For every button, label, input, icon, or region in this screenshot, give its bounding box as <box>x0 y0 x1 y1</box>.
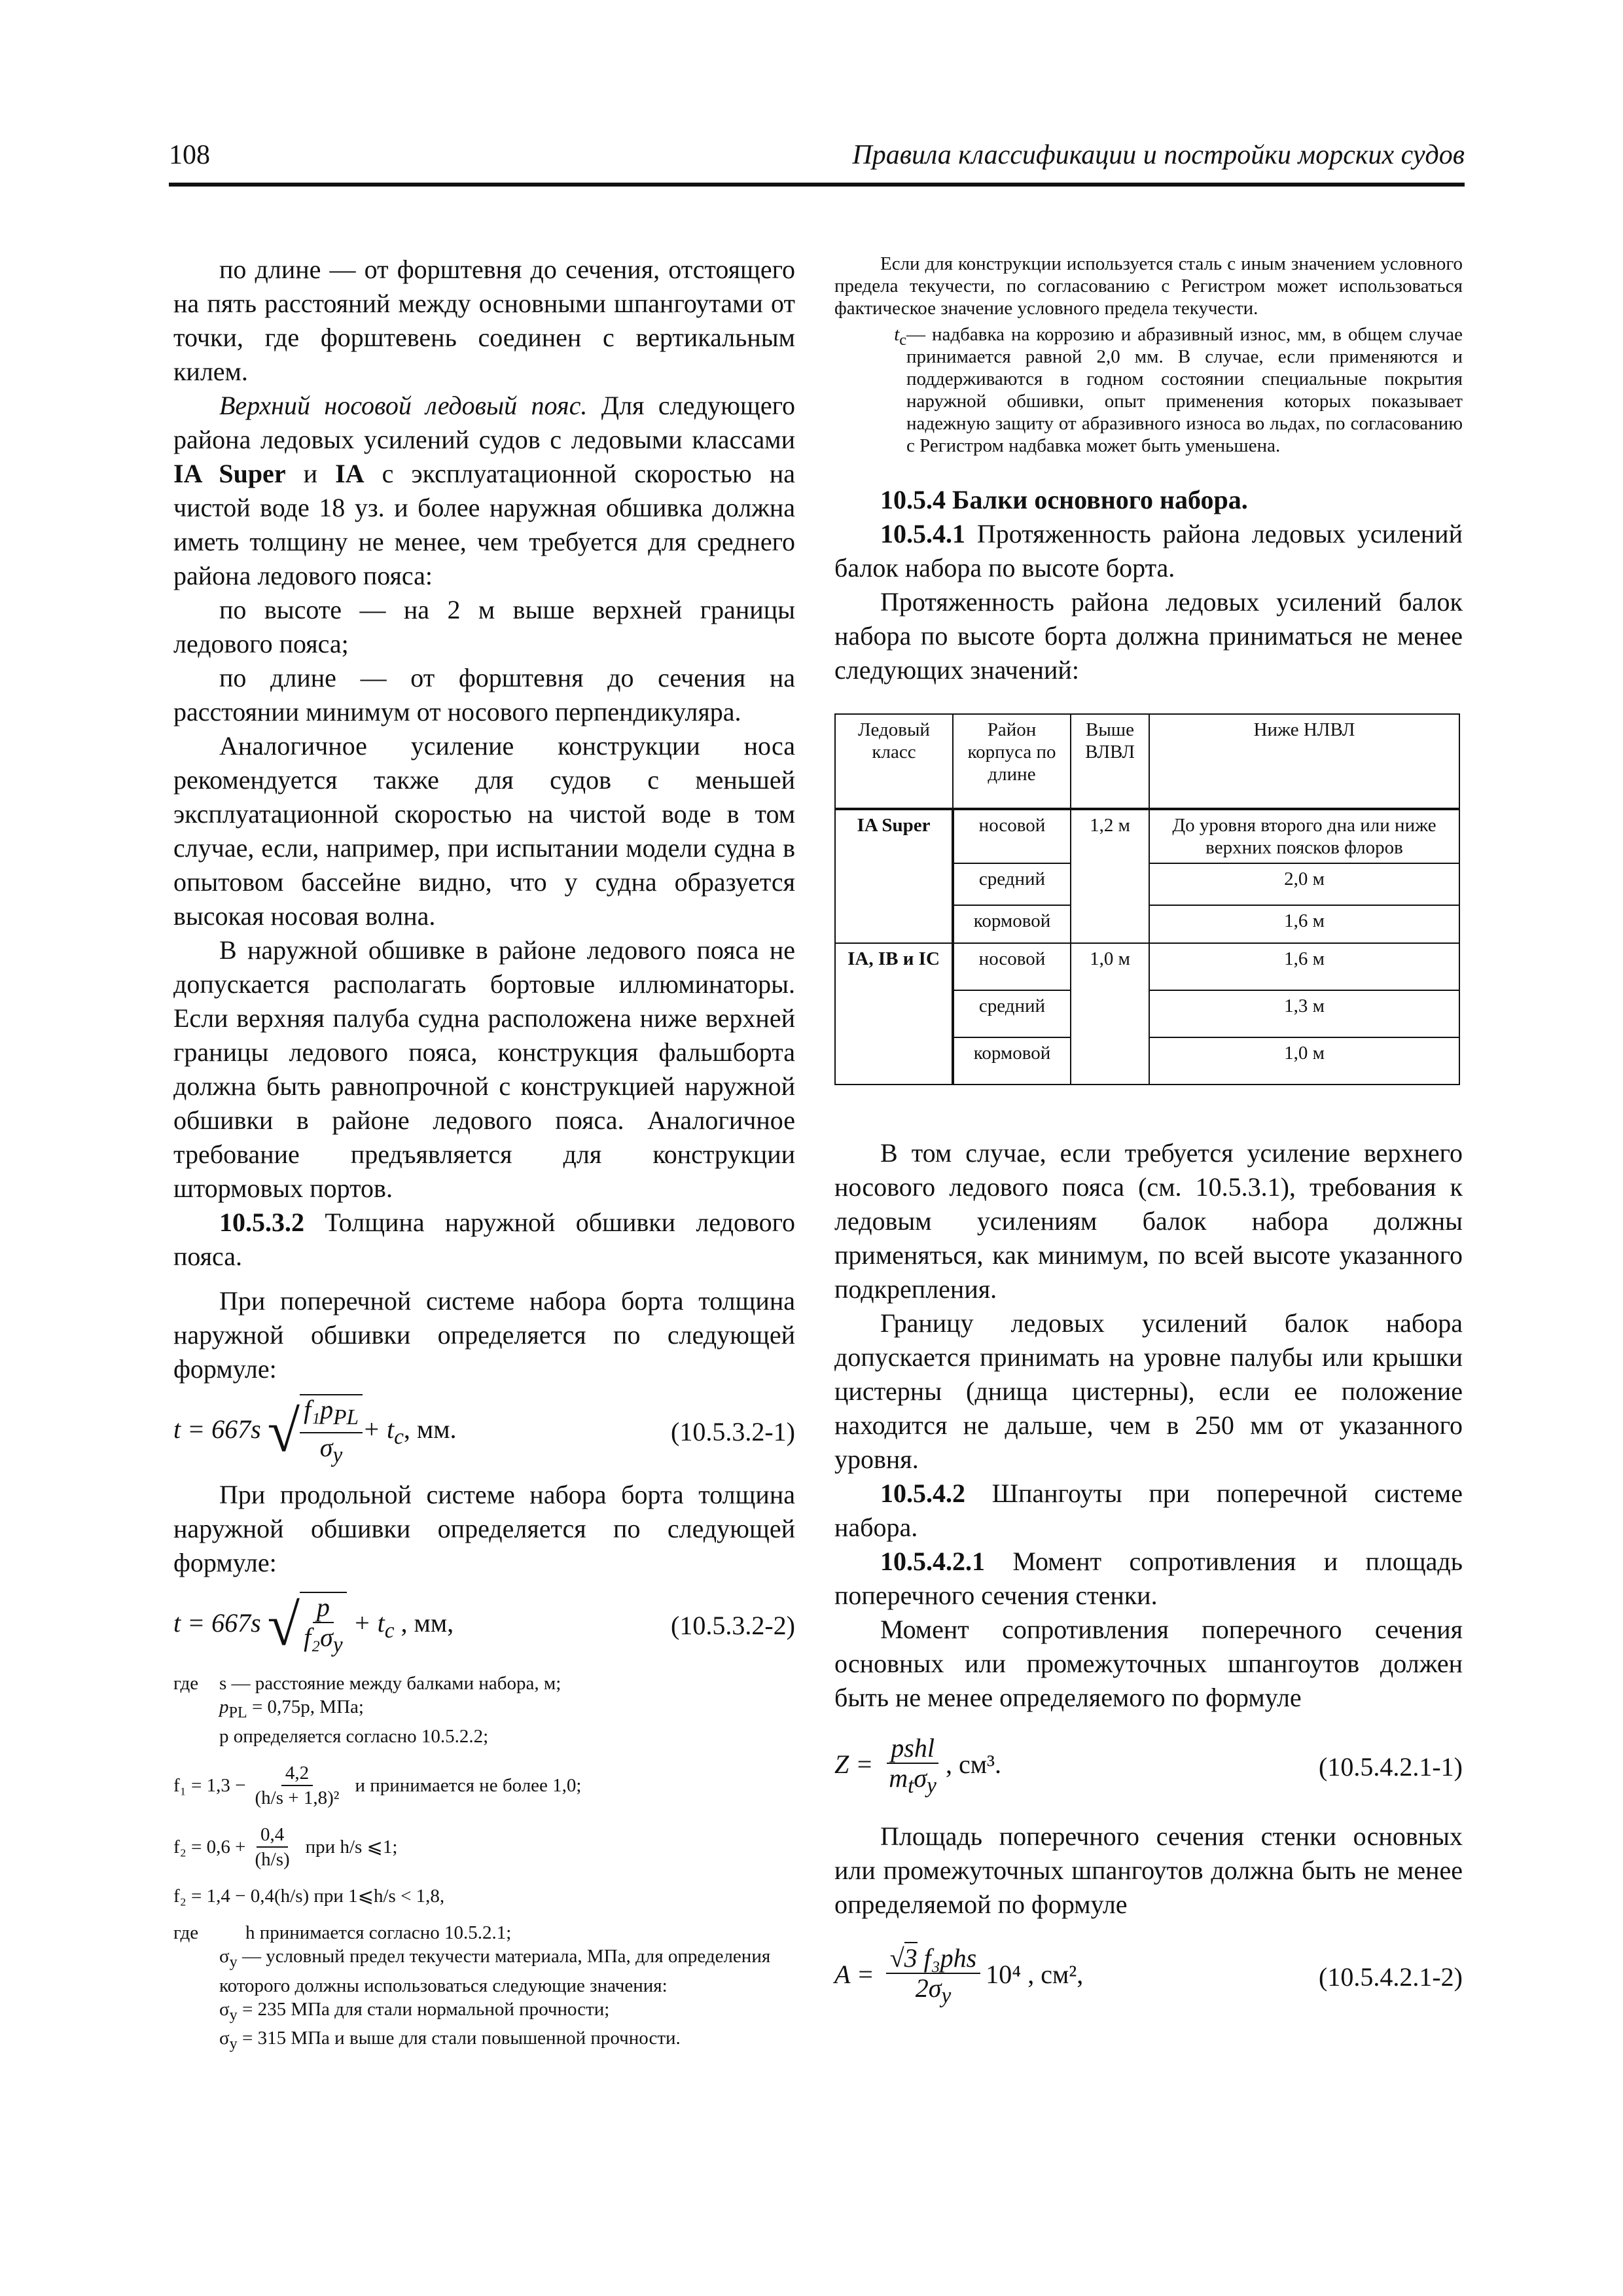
formula-numerator: 0,4 <box>257 1823 288 1848</box>
region-cell: носовой <box>953 809 1071 863</box>
formula-denominator: f₂σ <box>304 1623 333 1652</box>
formula-units: , мм. <box>403 1414 457 1444</box>
table-header: Ниже НЛВЛ <box>1149 714 1459 809</box>
paragraph: Момент сопротивления поперечного сечения основных или промежуточных шпангоутов должен быть не менее определяемого по формуле <box>834 1615 1463 1712</box>
formula-tail: и принимается не более 1,0; <box>355 1774 582 1796</box>
formula-sub: y <box>927 1774 936 1798</box>
left-column <box>173 253 795 2056</box>
table-header: Район корпуса по длине <box>953 714 1071 809</box>
paragraph: Протяженность района ледовых усилений балок набора по высоте борта должна приниматься не менее следующих значений: <box>834 587 1463 685</box>
formula-denominator: 2σ <box>915 1973 942 2003</box>
formula-sub: y <box>332 1443 343 1467</box>
section-title: Балки основного набора. <box>946 485 1248 514</box>
formula-label: (10.5.4.2.1-1) <box>1319 1752 1463 1782</box>
section-number: 10.5.4 <box>880 485 946 514</box>
where-item <box>219 1945 795 1998</box>
page-header <box>169 134 1465 187</box>
formula-numerator: 3 <box>904 1943 918 1973</box>
ice-class: IA <box>335 459 365 488</box>
formula-denominator: (h/s) <box>255 1848 290 1870</box>
formula-denominator: m <box>889 1763 908 1793</box>
formula-10-5-4-2-1-2: A = $\frac{\text{√3 f₃phs}}{2\sigma_y}$ 10⁴ , см², (10.5.4.2.1-2) <box>834 1943 1463 2008</box>
section-heading <box>834 483 1463 517</box>
region-cell: средний <box>953 990 1071 1037</box>
where-item <box>219 1998 609 2027</box>
formula-units: , мм, <box>394 1608 454 1638</box>
text-run: Момент сопротивления и площадь поперечного сечения стенки. <box>834 1547 1463 1610</box>
symbol: σ <box>219 1945 230 1967</box>
where-text: = 0,75p, МПа; <box>247 1696 364 1717</box>
above-cell: 1,0 м <box>1071 943 1149 1085</box>
formula-denominator: σ <box>914 1763 927 1793</box>
region-cell: кормовой <box>953 1037 1071 1085</box>
where-text: = 315 МПа и выше для стали повышенной прочности. <box>237 2028 681 2049</box>
text-run: Толщина наружной обшивки ледового пояса. <box>173 1208 795 1271</box>
symbol: σ <box>219 1998 230 2020</box>
formula-numerator: pshl <box>887 1734 938 1764</box>
paragraph: по длине — от форштевня до сечения на расстоянии минимум от носового перпендикуляра. <box>173 663 795 726</box>
text-run: Шпангоуты при поперечной системе набора. <box>834 1479 1463 1542</box>
formula-sub: t <box>908 1774 914 1798</box>
formula-denominator: σ <box>319 1433 333 1462</box>
formula-lhs: f₁ = 1,3 − <box>173 1774 246 1796</box>
paragraph: по высоте — на 2 м выше верхней границы ледового пояса; <box>173 595 795 658</box>
section-number: 10.5.4.2.1 <box>880 1547 985 1576</box>
formula-lhs: f₂ = 0,6 + <box>173 1836 246 1857</box>
where-text: = 235 МПа для стали нормальной прочности; <box>237 1998 610 2020</box>
table-row <box>835 943 1459 990</box>
symbol-sub: PL <box>228 1703 247 1721</box>
below-cell: 1,0 м <box>1149 1037 1459 1085</box>
where-item: p определяется согласно 10.5.2.2; <box>219 1725 489 1747</box>
section-number: 10.5.3.2 <box>219 1208 304 1237</box>
right-column <box>834 253 1463 2033</box>
section-heading <box>834 517 1463 585</box>
section-heading <box>834 1545 1463 1613</box>
formula-label: (10.5.4.2.1-2) <box>1319 1962 1463 1992</box>
formula-numerator: f₁p <box>304 1395 334 1424</box>
run-heading: Верхний носовой ледовый пояс. <box>219 391 588 420</box>
section-number: 10.5.4.1 <box>880 519 965 548</box>
where-text: — условный предел текучести материала, МПа, для определения которого должны использоваться следующие значения: <box>219 1945 771 1996</box>
formula-sub: c <box>384 1619 395 1643</box>
formula-label: (10.5.3.2-1) <box>671 1417 795 1446</box>
paragraph: Аналогичное усиление конструкции носа рекомендуется также для судов с меньшей эксплуатационной скоростью на чистой воде в том случае, если, например, при испытании модели судна в опытовом бассейне видно, что у судна образуется высокая носовая волна. <box>173 731 795 931</box>
paragraph: При поперечной системе набора борта толщина наружной обшивки определяется по следующей формуле: <box>173 1286 795 1384</box>
formula-line: f₂ = 1,4 − 0,4(h/s) при 1⩽h/s < 1,8, <box>173 1885 445 1907</box>
formula-numerator: f₃phs <box>917 1943 977 1973</box>
where-label: где <box>173 1673 199 1694</box>
section-heading <box>173 1206 795 1274</box>
paragraph: В том случае, если требуется усиление верхнего носового ледового пояса (см. 10.5.3.1), требования к ледовым усилениям балок набора должны применяться, как минимум, по всей высоте указанного подкрепления. <box>834 1138 1463 1304</box>
formula-sub: y <box>332 1633 343 1657</box>
table-header-row <box>835 714 1459 809</box>
formula-sub: PL <box>333 1405 359 1429</box>
where-item <box>219 1695 364 1725</box>
where-block <box>173 1672 795 2056</box>
formula-label: (10.5.3.2-2) <box>671 1611 795 1640</box>
running-title: Правила классификации и постройки морских судов <box>852 140 1465 170</box>
formula-lhs: t = 667s <box>173 1414 261 1444</box>
note-tc <box>834 323 1463 457</box>
paragraph: по длине — от форштевня до сечения, отстоящего на пять расстояний между основными шпангоутами от точки, где форштевень соединен с вертикальным килем. <box>173 255 795 386</box>
formula-numerator: p <box>313 1593 334 1623</box>
region-cell: средний <box>953 863 1071 905</box>
symbol-sub: c <box>899 331 906 349</box>
paragraph: Границу ледовых усилений балок набора допускается принимать на уровне палубы или крышки цистерны (днища цистерны), если ее положение находится не дальше, чем в 250 мм от указанного уровня. <box>834 1308 1463 1474</box>
formula-lhs: t = 667s <box>173 1608 261 1638</box>
text-run: Протяженность района ледовых усилений балок набора по высоте борта. <box>834 519 1463 583</box>
where-label: где <box>173 1922 199 1943</box>
paragraph <box>173 389 795 593</box>
formula-tail: при h/s ⩽1; <box>305 1836 398 1857</box>
symbol-sub: y <box>229 1952 238 1971</box>
above-cell: 1,2 м <box>1071 809 1149 943</box>
ice-strengthening-table <box>834 713 1460 1085</box>
region-cell: кормовой <box>953 905 1071 943</box>
symbol-sub: y <box>229 2035 238 2053</box>
formula-denominator: (h/s + 1,8)² <box>255 1787 340 1808</box>
text-run: и <box>285 459 336 488</box>
note-text: — надбавка на коррозию и абразивный износ, мм, в общем случае принимается равной 2,0 мм. В случае, если применяются и поддерживаются в годном состоянии специальные покрытия наружной обшивки, опыт применения которых показывает надежную защиту от абразивного износа во льдах, по согласованию с Регистром надбавка может быть уменьшена. <box>906 324 1463 456</box>
symbol-sub: y <box>229 2005 238 2024</box>
ice-class: IA Super <box>173 459 286 488</box>
formula-10-5-4-2-1-1 <box>834 1715 1463 1820</box>
section-number: 10.5.4.2 <box>880 1479 965 1508</box>
ice-class-cell: IA, IB и IC <box>835 943 953 1085</box>
below-cell: 1,6 м <box>1149 943 1459 990</box>
region-cell: носовой <box>953 943 1071 990</box>
paragraph: При продольной системе набора борта толщина наружной обшивки определяется по следующей формуле: <box>173 1480 795 1577</box>
formula-10-5-3-2-1: t = 667s √ $\frac{f_1p_{PL}}{\sigma_y}$ + $t_c$, мм. (10.5.3.2-1) <box>173 1386 795 1478</box>
text-run: с эксплуатационной скоростью на чистой воде 18 уз. и более наружная обшивка должна иметь толщину не менее, чем требуется для среднего района ледового пояса: <box>173 459 795 590</box>
formula-lhs: Z = <box>834 1749 874 1780</box>
below-cell: 1,6 м <box>1149 905 1459 943</box>
formula-numerator: 4,2 <box>281 1761 313 1786</box>
formula-sub: y <box>941 1984 952 2008</box>
symbol: p <box>219 1696 229 1717</box>
formula-lhs: A = <box>834 1960 874 1990</box>
table-header: Выше ВЛВЛ <box>1071 714 1149 809</box>
symbol: t <box>894 324 900 345</box>
where-item: h принимается согласно 10.5.2.1; <box>245 1922 512 1943</box>
symbol: σ <box>219 2028 230 2049</box>
formula-10-5-3-2-2: t = 667s √ $\frac{p}{f_2\sigma_y}$ + $t_c$ , мм, (10.5.3.2-2) <box>173 1580 795 1672</box>
formula-sub: c <box>394 1425 404 1450</box>
formula-tail: + t <box>353 1608 385 1638</box>
ice-class-cell: IA Super <box>835 809 953 943</box>
section-heading <box>834 1477 1463 1545</box>
below-cell: 1,3 м <box>1149 990 1459 1037</box>
where-item: s — расстояние между балками набора, м; <box>219 1673 562 1694</box>
table-row <box>835 809 1459 863</box>
page-number: 108 <box>169 140 210 170</box>
paragraph: В наружной обшивке в районе ледового пояса не допускается располагать бортовые иллюминаторы. Если верхняя палуба судна расположена ниже верхней границы ледового пояса, конструкция фальшборта должна быть равнопрочной с конструкцией наружной обшивки в районе ледового пояса. Аналогичное требование предъявляется для конструкции штормовых портов. <box>173 935 795 1203</box>
table-header: Ледовый класс <box>835 714 953 809</box>
formula-tail: 10⁴ , см², <box>986 1960 1084 1990</box>
formula-units: , см³. <box>945 1749 1001 1780</box>
below-cell: До уровня второго дна или ниже верхних поясков флоров <box>1149 809 1459 863</box>
below-cell: 2,0 м <box>1149 863 1459 905</box>
text-run: Для следующего района ледовых усилений судов с ледовыми классами <box>173 391 795 454</box>
paragraph: Площадь поперечного сечения стенки основных или промежуточных шпангоутов должна быть не менее определяемой по формуле <box>834 1821 1463 1919</box>
where-item <box>219 2026 681 2056</box>
formula-tail: + t <box>363 1414 395 1444</box>
note-paragraph: Если для конструкции используется сталь с иным значением условного предела текучести, по согласованию с Регистром может использоваться фактическое значение условного предела текучести. <box>834 253 1463 319</box>
